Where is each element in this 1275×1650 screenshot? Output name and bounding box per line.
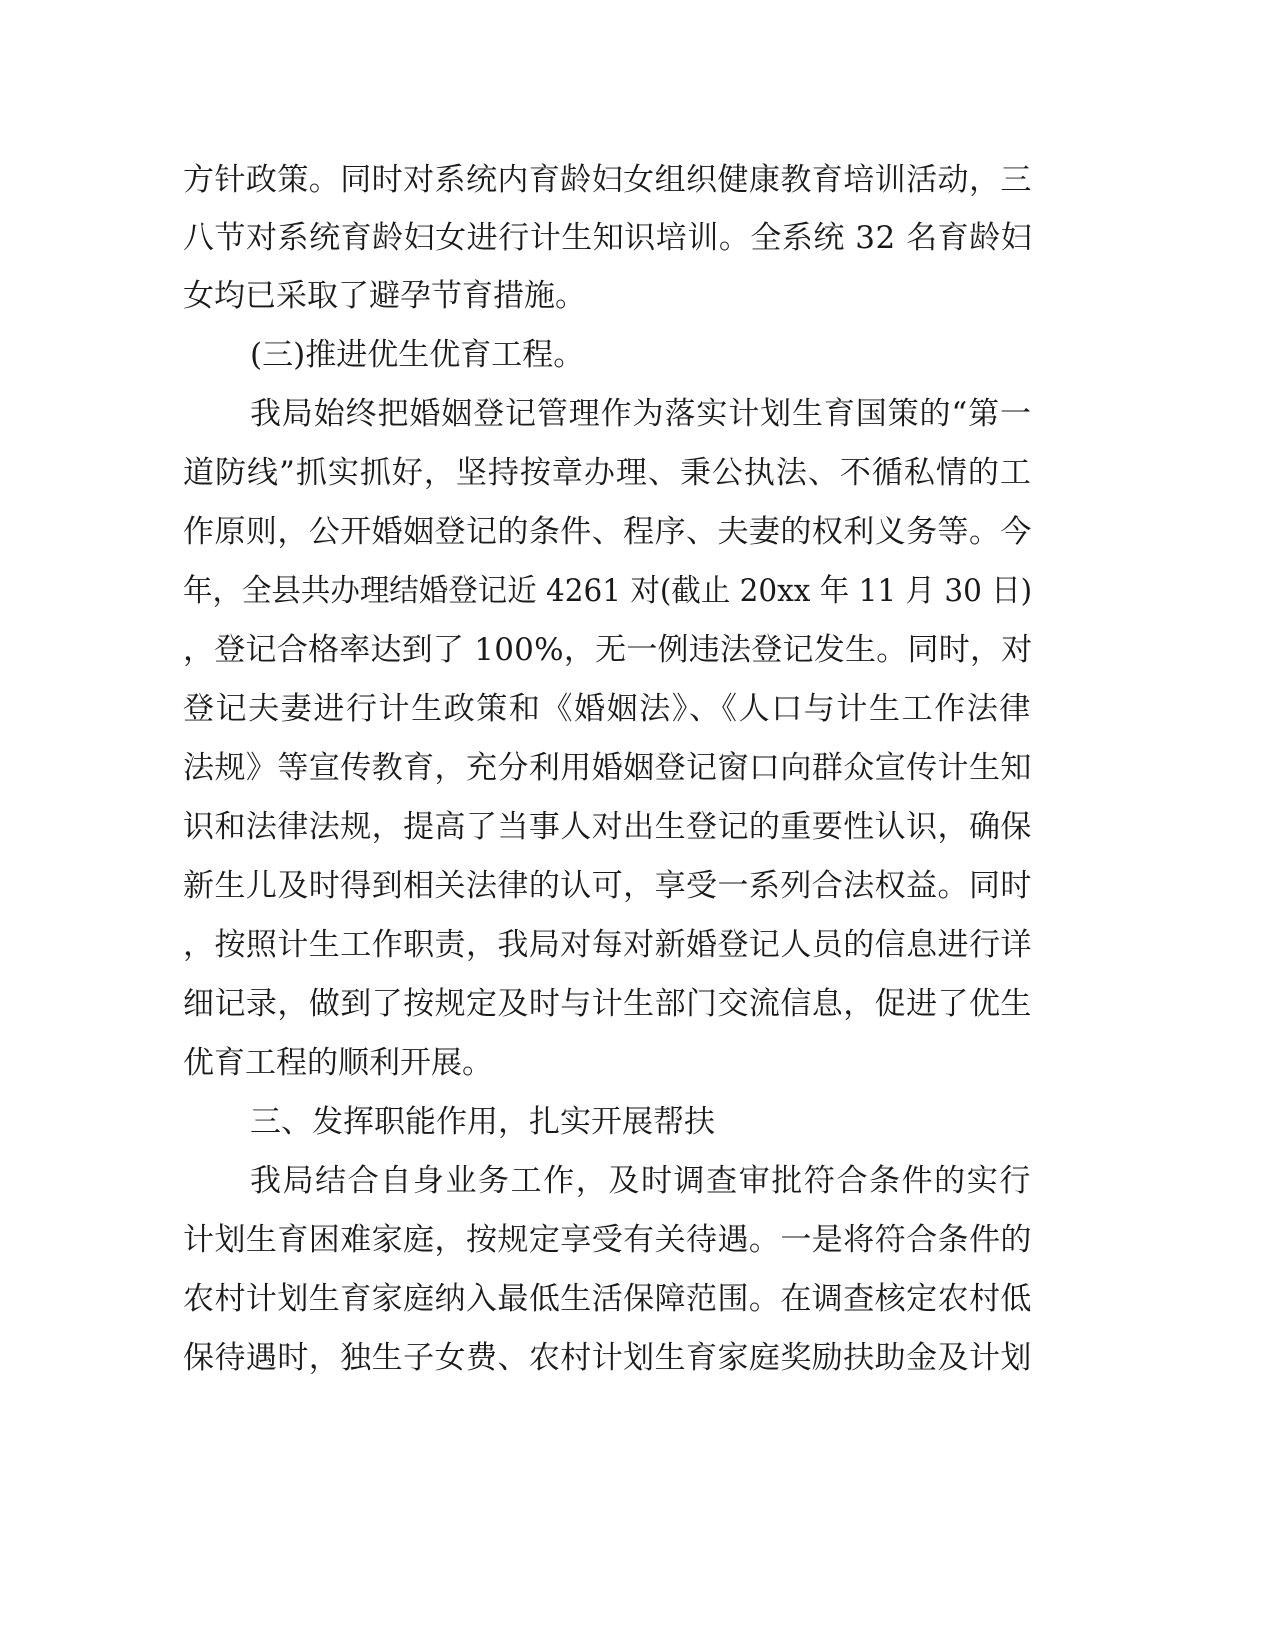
text-line: 识和法律法规，提高了当事人对出生登记的重要性认识，确保 <box>183 809 1032 845</box>
text-line: 登记夫妻进行计生政策和《婚姻法》、《人口与计生工作法律 <box>183 691 1032 727</box>
text-line: 新生儿及时得到相关法律的认可，享受一系列合法权益。同时 <box>183 868 1032 904</box>
text-line: ，登记合格率达到了 100%，无一例违法登记发生。同时，对 <box>183 632 1033 668</box>
text-line: 道防线”抓实抓好，坚持按章办理、秉公执法、不循私情的工 <box>183 455 1032 491</box>
text-line: 我局结合自身业务工作，及时调查审批符合条件的实行 <box>250 1163 1032 1199</box>
text-line: 保待遇时，独生子女费、农村计划生育家庭奖励扶助金及计划 <box>183 1340 1032 1376</box>
section-heading: 三、发挥职能作用，扎实开展帮扶 <box>250 1104 715 1140</box>
text-line: 八节对系统育龄妇女进行计生知识培训。全系统 32 名育龄妇 <box>183 220 1033 256</box>
text-line: 农村计划生育家庭纳入最低生活保障范围。在调查核定农村低 <box>183 1281 1032 1317</box>
text-line: 作原则，公开婚姻登记的条件、程序、夫妻的权利义务等。今 <box>183 514 1032 550</box>
text-line: 法规》等宣传教育，充分利用婚姻登记窗口向群众宣传计生知 <box>183 750 1032 786</box>
text-line: 女均已采取了避孕节育措施。 <box>183 278 586 314</box>
text-line: 优育工程的顺利开展。 <box>183 1045 493 1081</box>
text-line: 计划生育困难家庭，按规定享受有关待遇。一是将符合条件的 <box>183 1222 1032 1258</box>
text-line: 我局始终把婚姻登记管理作为落实计划生育国策的“第一 <box>250 396 1032 432</box>
text-line: 年，全县共办理结婚登记近 4261 对(截止 20xx 年 11 月 30 日) <box>183 573 1033 609</box>
text-line: 方针政策。同时对系统内育龄妇女组织健康教育培训活动，三 <box>183 162 1032 198</box>
text-line: ，按照计生工作职责，我局对每对新婚登记人员的信息进行详 <box>183 927 1032 963</box>
text-line: 细记录，做到了按规定及时与计生部门交流信息，促进了优生 <box>183 986 1032 1022</box>
section-heading: (三)推进优生优育工程。 <box>250 337 585 373</box>
